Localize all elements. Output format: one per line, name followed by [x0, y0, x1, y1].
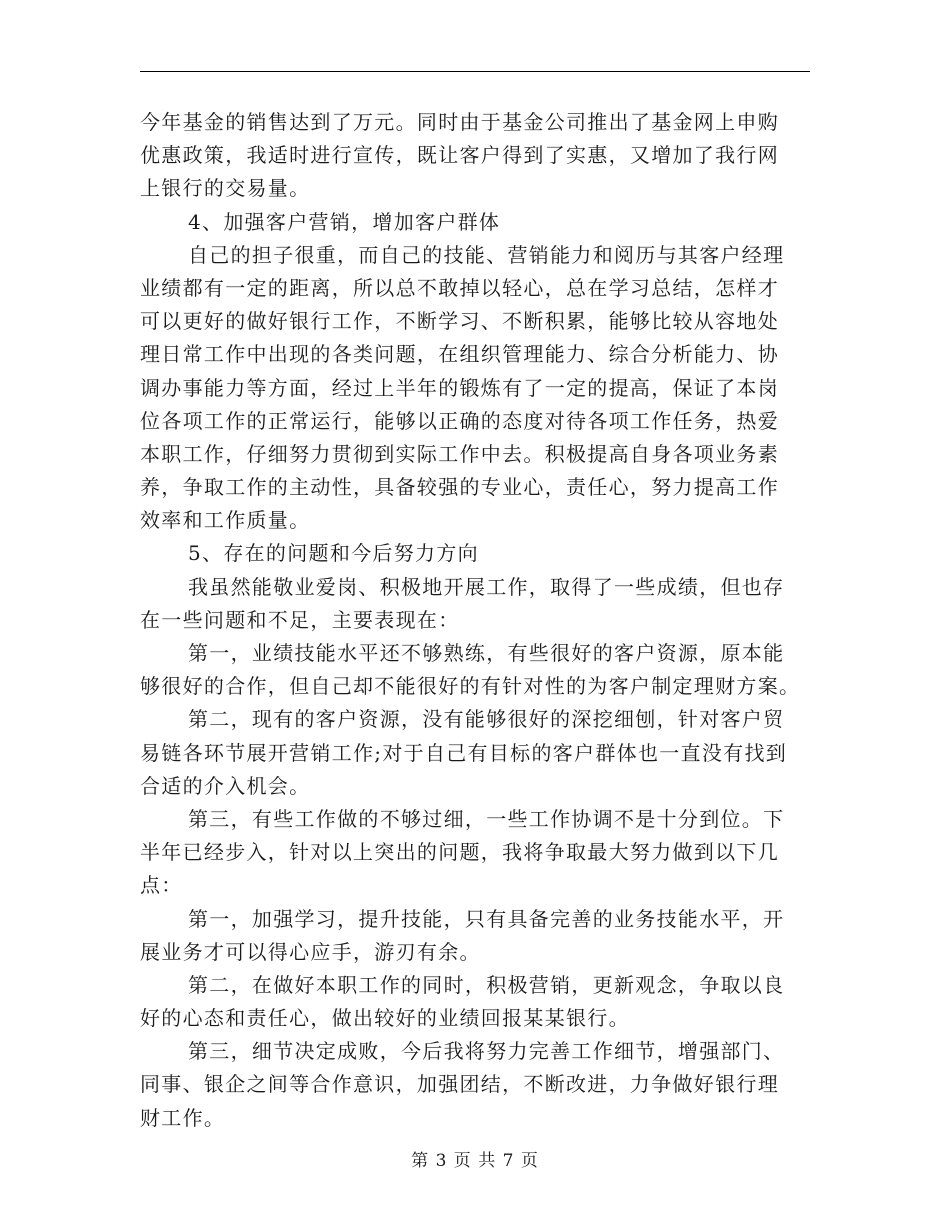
text-line: 位各项工作的正常运行，能够以正确的态度对待各项工作任务，热爱: [140, 408, 779, 433]
text-line: 第二，在做好本职工作的同时，积极营销，更新观念，争取以良: [188, 972, 785, 997]
page-number-footer: 第 3 页 共 7 页: [411, 1151, 539, 1171]
text-line: 理日常工作中出现的各类问题，在组织管理能力、综合分析能力、协: [140, 342, 779, 367]
text-line: 效率和工作质量。: [140, 508, 311, 533]
text-line: 可以更好的做好银行工作，不断学习、不断积累，能够比较从容地处: [140, 309, 779, 334]
text-line: 业绩都有一定的距离，所以总不敢掉以轻心，总在学习总结，怎样才: [140, 275, 779, 300]
text-line: 同事、银企之间等合作意识，加强团结，不断改进，力争做好银行理: [140, 1072, 779, 1097]
text-line: 够很好的合作，但自己却不能很好的有针对性的为客户制定理财方案。: [140, 674, 801, 699]
text-line: 第三，细节决定成败，今后我将努力完善工作细节，增强部门、: [188, 1039, 785, 1064]
text-line: 易链各环节展开营销工作;对于自己有目标的客户群体也一直没有找到: [140, 740, 788, 765]
text-line: 半年已经步入，针对以上突出的问题，我将争取最大努力做到以下几: [140, 840, 779, 865]
text-line: 我虽然能敬业爱岗、积极地开展工作，取得了一些成绩，但也存: [188, 574, 785, 599]
text-line: 调办事能力等方面，经过上半年的锻炼有了一定的提高，保证了本岗: [140, 375, 779, 400]
text-line: 第一，加强学习，提升技能，只有具备完善的业务技能水平，开: [188, 906, 785, 931]
text-line: 第一，业绩技能水平还不够熟练，有些很好的客户资源，原本能: [188, 641, 785, 665]
text-line: 好的心态和责任心，做出较好的业绩回报某某银行。: [140, 1006, 630, 1031]
text-line: 今年基金的销售达到了万元。同时由于基金公司推出了基金网上申购: [140, 110, 779, 134]
text-line: 财工作。: [140, 1105, 226, 1130]
text-line: 在一些问题和不足，主要表现在：: [140, 607, 460, 632]
text-line: 展业务才可以得心应手，游刃有余。: [140, 939, 481, 964]
section-heading: 5、存在的问题和今后努力方向: [188, 541, 479, 566]
text-line: 点：: [140, 873, 183, 898]
header-rule: [140, 71, 810, 72]
text-line: 优惠政策，我适时进行宣传，既让客户得到了实惠，又增加了我行网: [140, 143, 779, 168]
text-line: 第二，现有的客户资源，没有能够很好的深挖细刨，针对客户贸: [188, 707, 785, 732]
document-body: [140, 106, 812, 1135]
section-heading: 4、加强客户营销，增加客户群体: [188, 209, 501, 234]
text-line: 合适的介入机会。: [140, 773, 311, 798]
text-line: 本职工作，仔细努力贯彻到实际工作中去。积极提高自身各项业务素: [140, 441, 779, 466]
text-line: 自己的担子很重，而自己的技能、营销能力和阅历与其客户经理: [188, 242, 785, 267]
text-line: 上银行的交易量。: [140, 176, 311, 201]
text-line: 第三，有些工作做的不够过细，一些工作协调不是十分到位。下: [188, 806, 785, 831]
text-line: 养，争取工作的主动性，具备较强的专业心，责任心，努力提高工作: [140, 475, 779, 500]
